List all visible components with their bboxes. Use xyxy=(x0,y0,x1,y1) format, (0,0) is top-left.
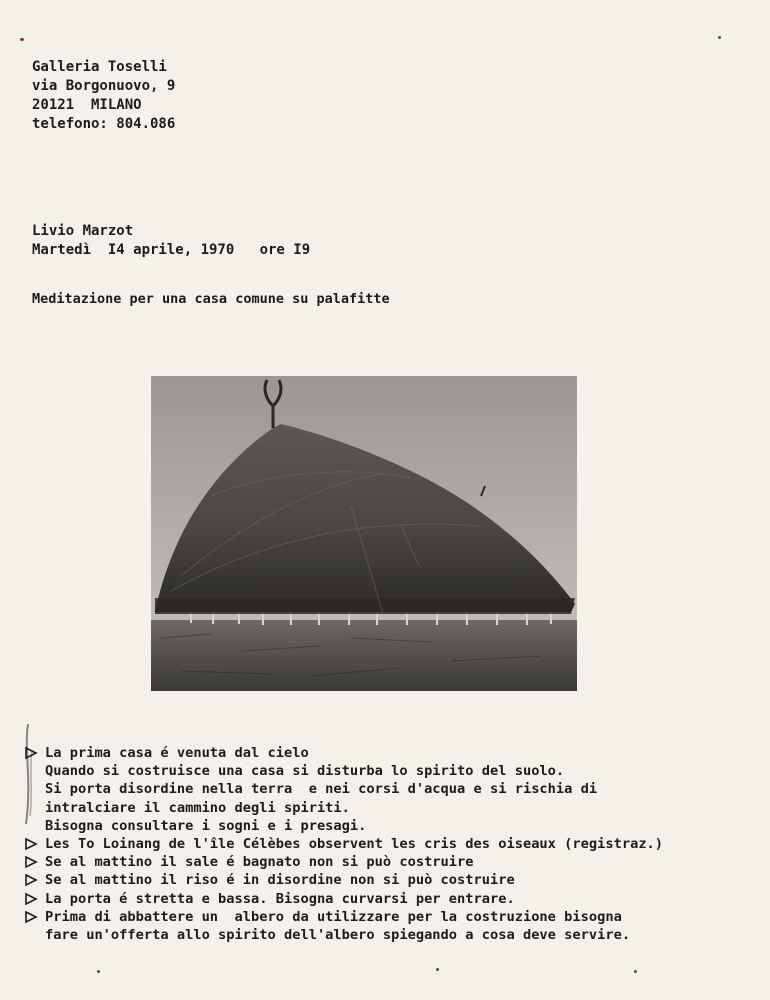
note-text: Bisogna consultare i sogni e i presagi. xyxy=(45,817,367,834)
note-text: Les To Loinang de l'île Célèbes observent les cris des oiseaux (registraz.) xyxy=(45,835,664,852)
paper-speck xyxy=(20,38,24,41)
note-text: Quando si costruisce una casa si disturba lo spirito del suolo. xyxy=(45,763,565,780)
paper-speck xyxy=(436,968,439,971)
note-text: fare un'offerta allo spirito dell'albero spiegando a cosa deve servire. xyxy=(45,926,631,943)
street-address: via Borgonuovo, 9 xyxy=(32,78,176,94)
note-text: Si porta disordine nella terra e nei corsi d'acqua e si rischia di xyxy=(45,781,598,798)
triangle-bullet-icon xyxy=(24,746,38,760)
triangle-bullet-icon xyxy=(24,855,38,869)
triangle-bullet-icon xyxy=(24,892,38,906)
phone-number: telefono: 804.086 xyxy=(32,116,176,132)
paper-speck xyxy=(97,970,100,973)
note-text: Prima di abbattere un albero da utilizzare per la costruzione bisogna xyxy=(45,908,622,925)
note-text: Se al mattino il riso é in disordine non si può costruire xyxy=(45,872,515,889)
artist-name: Livio Marzot xyxy=(32,223,134,239)
paper-speck xyxy=(634,970,637,973)
note-text: La prima casa é venuta dal cielo xyxy=(45,745,309,761)
triangle-bullet-icon xyxy=(24,873,38,887)
pen-mark xyxy=(20,720,40,830)
thatched-house-on-stilts-photo xyxy=(151,376,577,691)
gallery-name: Galleria Toselli xyxy=(32,59,167,75)
triangle-bullet-icon xyxy=(24,910,38,924)
event-info xyxy=(32,222,310,260)
exhibition-title: Meditazione per una casa comune su palafitte xyxy=(32,291,390,307)
note-text: intralciare il cammino degli spiriti. xyxy=(45,799,350,816)
city-line: 20121 MILANO xyxy=(32,97,142,113)
event-date: Martedì I4 aprile, 1970 ore I9 xyxy=(32,242,311,258)
paper-speck xyxy=(718,36,721,39)
note-text: Se al mattino il sale é bagnato non si può costruire xyxy=(45,854,474,871)
note-text: La porta é stretta e bassa. Bisogna curvarsi per entrare. xyxy=(45,890,515,907)
gallery-address xyxy=(32,58,175,134)
triangle-bullet-icon xyxy=(24,837,38,851)
